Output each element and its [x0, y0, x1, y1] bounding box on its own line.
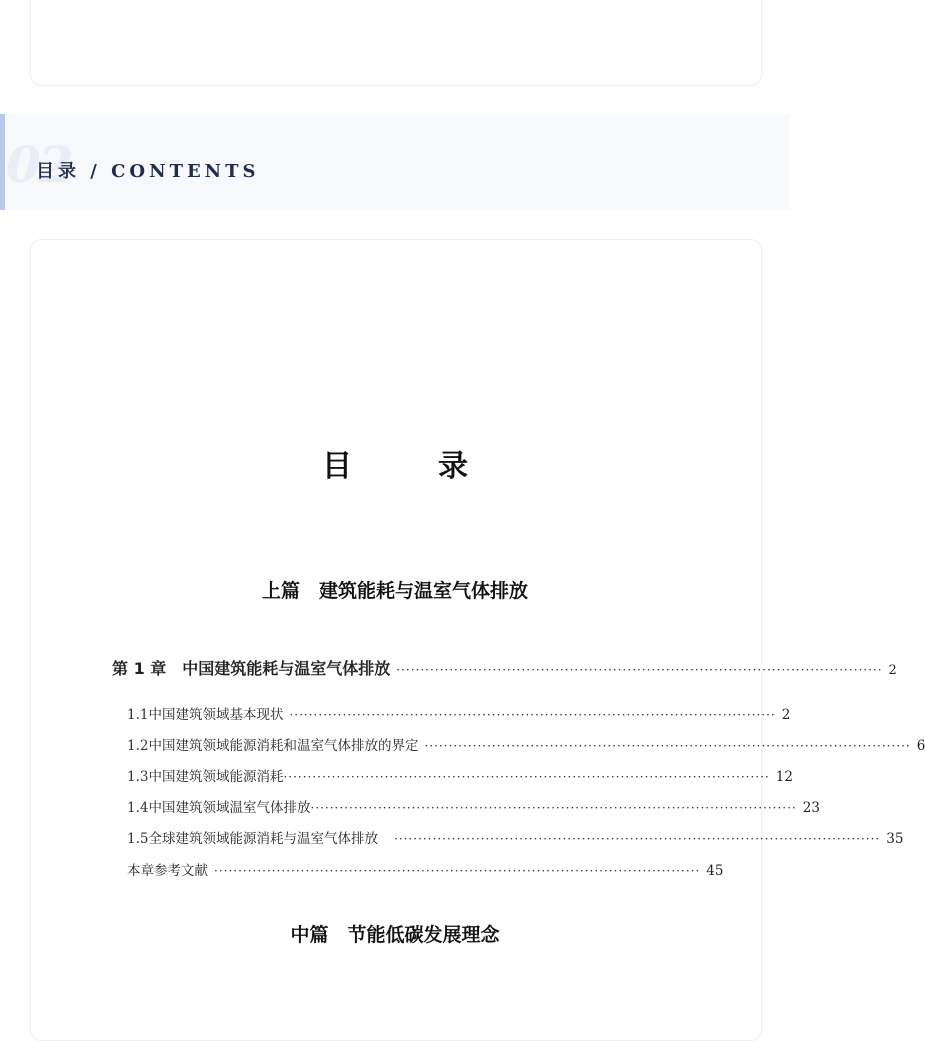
toc-entry-1-2[interactable] [127, 736, 925, 756]
toc-heading: 目 录 [322, 449, 496, 484]
chapter-title: 第 1 章 中国建筑能耗与温室气体排放 [112, 659, 391, 678]
page-number: 2 [781, 707, 791, 723]
entry-title: 中国建筑领域基本现状 [148, 707, 284, 723]
dot-leader: ····································································································· [310, 801, 797, 815]
dot-leader: ····································································································· [396, 663, 883, 677]
page-number: 23 [802, 800, 820, 816]
toc-entry-1-4[interactable] [127, 798, 820, 818]
page-number: 6 [916, 738, 925, 754]
part-heading-middle: 中篇 节能低碳发展理念 [290, 924, 500, 946]
part-heading-upper: 上篇 建筑能耗与温室气体排放 [261, 580, 528, 602]
toc-page-card [30, 239, 762, 1041]
section-number-watermark: 02 [6, 135, 72, 194]
toc-entry-1-3[interactable] [127, 767, 793, 787]
dot-leader: ····································································································· [424, 739, 911, 753]
toc-chapter-1[interactable] [112, 657, 897, 683]
entry-title: 全球建筑领域能源消耗与温室气体排放 [148, 831, 378, 847]
entry-title: 本章参考文献 [127, 863, 208, 879]
section-number: 1.2 [127, 738, 149, 754]
page-number: 12 [775, 769, 793, 785]
entry-title: 中国建筑领域温室气体排放 [148, 800, 311, 816]
page-number: 45 [706, 863, 724, 879]
section-number: 1.3 [127, 769, 149, 785]
section-number: 1.4 [127, 800, 149, 816]
section-number: 1.1 [127, 707, 149, 723]
dot-leader: ····································································································· [283, 770, 770, 784]
previous-section-card [30, 0, 762, 86]
page-number: 2 [888, 663, 897, 678]
dot-leader: ····································································································· [393, 832, 881, 846]
toc-entry-1-1[interactable] [127, 705, 791, 725]
toc-entry-references[interactable] [127, 861, 724, 881]
toc-entry-1-5[interactable] [127, 829, 904, 849]
page-number: 35 [886, 831, 904, 847]
entry-title: 中国建筑领域能源消耗和温室气体排放的界定 [148, 738, 419, 754]
entry-title: 中国建筑领域能源消耗 [148, 769, 284, 785]
section-number: 1.5 [127, 831, 149, 847]
banner-accent-bar [0, 114, 5, 210]
dot-leader: ····································································································· [214, 864, 701, 878]
section-title: 目录 / CONTENTS [36, 161, 260, 182]
dot-leader: ····································································································· [289, 708, 776, 722]
